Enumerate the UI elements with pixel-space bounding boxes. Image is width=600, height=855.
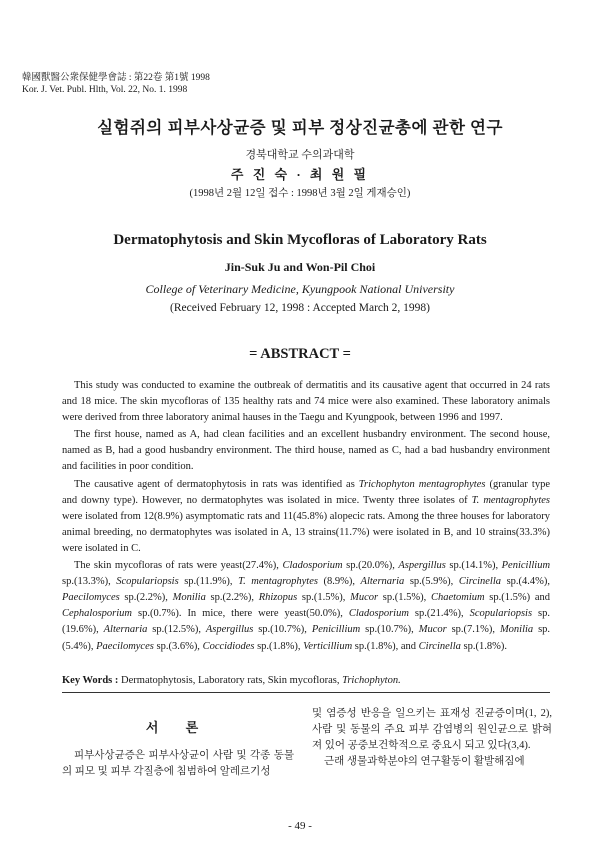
english-received-date: (Received February 12, 1998 : Accepted March 2, 1998) [170, 302, 430, 314]
genus-name: Circinella [458, 576, 502, 588]
genus-name: Cladosporium [348, 608, 409, 620]
species-name: Trichophyton mentagrophytes [358, 478, 486, 490]
text-run: The causative agent of dermatophytosis in rats was identified as [74, 478, 359, 490]
genus-name: Aspergillus [398, 560, 446, 572]
genus-name: Scopulariopsis [116, 576, 179, 588]
genus-name: Rhizopus [258, 592, 298, 604]
genus-name: Cephalosporium [62, 608, 133, 620]
text-run: sp.(4.4%), [501, 576, 551, 588]
text-run: sp.(21.4%), [408, 608, 470, 620]
genus-name: Aspergillus [205, 624, 254, 636]
genus-name: Coccidiodes [202, 640, 255, 652]
genus-name: Alternaria [360, 576, 405, 588]
journal-citation-korean: 韓國獸醫公衆保健學會誌 : 第22卷 第1號 1998 [22, 73, 210, 83]
introduction-heading: 서 론 [145, 720, 211, 735]
left-column [62, 706, 294, 780]
text-run: sp.(5.9%), [404, 576, 459, 588]
abstract-paragraph-1: This study was conducted to examine the outbreak of dermatitis and its causative agent that occurred in 24 rats and 18 mice. The skin mycofloras of 135 healthy rats and 74 mice were also examined. These laboratory animals were derived from three laboratory animal hauses in the Taegu and Kyungpook, between 1996 and 1997. [62, 380, 550, 424]
text-run: sp.(1.8%), and [352, 640, 419, 652]
journal-citation [22, 72, 210, 96]
abstract-paragraph-4 [62, 558, 550, 655]
text-run: sp.(0.7%). In mice, there were yeast(50.0%), [132, 608, 349, 620]
keywords-text: Dermatophytosis, Laboratory rats, Skin mycofloras, [118, 675, 343, 686]
text-run: sp.(7.1%), [446, 624, 500, 636]
text-run: sp.(1.5%), [297, 592, 351, 604]
keywords-italic: Trichophyton. [342, 675, 401, 686]
text-run: sp.(2.2%), [119, 592, 173, 604]
keywords-label: Key Words : [62, 675, 119, 686]
text-run: The skin mycofloras of rats were yeast(27.4%), [74, 560, 283, 572]
text-run: (8.9%), [317, 576, 361, 588]
genus-name: Paecilomyces [62, 592, 120, 604]
text-run: sp.(1.8%), [254, 640, 304, 652]
english-affiliation: College of Veterinary Medicine, Kyungpook National University [145, 282, 455, 296]
text-run: sp.(1.5%), [378, 592, 431, 604]
text-run: sp.(1.8%). [460, 640, 507, 652]
genus-name: Circinella [418, 640, 461, 652]
text-run: sp.(2.2%), [205, 592, 259, 604]
abstract-paragraph-2: The first house, named as A, had clean facilities and an excellent husbandry environment. The second house, named as B, had a good husbandry environment. The third house, named as C, had a bad husbandry environment and facilities in poor condition. [62, 429, 550, 473]
text-run: sp.(12.5%), [147, 624, 206, 636]
text-run: sp.(10.7%), [360, 624, 419, 636]
korean-title: 실험쥐의 피부사상균증 및 피부 정상진균총에 관한 연구 [97, 118, 503, 137]
abstract-body [62, 378, 550, 656]
text-run: sp.(20.0%), [342, 560, 399, 572]
text-run: (granular type and downy type). However, no dermatophytes was isolated in mice. Twenty three isolates of [62, 478, 550, 506]
text-run: sp.(5.4%), [62, 624, 551, 652]
genus-name: Mucor [418, 624, 447, 636]
genus-name: T. mentagrophytes [238, 576, 318, 588]
genus-name: Mucor [350, 592, 379, 604]
keywords [62, 675, 550, 686]
genus-name: Chaetomium [430, 592, 485, 604]
right-column [312, 706, 552, 770]
korean-received-date: (1998년 2월 12일 접수 : 1998년 3월 2일 게재승인) [189, 188, 411, 199]
genus-name: Alternaria [103, 624, 148, 636]
english-title: Dermatophytosis and Skin Mycofloras of Laboratory Rats [113, 232, 487, 248]
genus-name: Penicillium [501, 560, 551, 572]
introduction-paragraph-continued: 및 염증성 반응을 일으키는 표재성 진균증이며(1, 2), 사람 및 동물의 주요 피부 감염병의 원인균으로 밝혀져 있어 공중보건학적으로 중요시 되고 있다(3,4). [312, 708, 552, 751]
text-run: sp.(3.6%), [153, 640, 203, 652]
korean-affiliation: 경북대학교 수의과대학 [245, 149, 355, 161]
genus-name: Monilia [499, 624, 534, 636]
text-run: were isolated from 12(8.9%) asymptomatic rats and 11(45.8%) alopecic rats. Among the three houses for laboratory animal breeding, no dermatophytes was isolated in A, 13 strains(11.7%) were isolated in B, and 10 strains(33.3%) were isolated in C. [62, 510, 550, 554]
journal-citation-english: Kor. J. Vet. Publ. Hlth, Vol. 22, No. 1. 1998 [22, 85, 188, 95]
korean-authors: 주 진 숙 · 최 원 필 [230, 167, 370, 182]
abstract-paragraph-3 [62, 477, 550, 557]
genus-name: Penicillium [311, 624, 361, 636]
section-divider [62, 692, 550, 693]
introduction-paragraph-start: 피부사상균증은 피부사상균이 사람 및 각종 동물의 피모 및 피부 각질층에 침범하여 알레르기성 [62, 750, 294, 777]
genus-name: Scopulariopsis [469, 608, 533, 620]
text-run: sp.(13.3%), [62, 576, 117, 588]
text-run: sp.(1.5%) and [484, 592, 550, 604]
genus-name: Verticillium [303, 640, 353, 652]
english-authors: Jin-Suk Ju and Won-Pil Choi [224, 260, 376, 274]
genus-name: Monilia [172, 592, 206, 604]
text-run: sp.(10.7%), [253, 624, 312, 636]
genus-name: Cladosporium [282, 560, 343, 572]
text-run: sp.(11.9%), [178, 576, 239, 588]
introduction-paragraph-next: 근래 생물과학분야의 연구활동이 활발해짐에 [324, 756, 525, 767]
species-name: T. mentagrophytes [471, 494, 550, 506]
genus-name: Paecilomyces [96, 640, 154, 652]
text-run: sp.(14.1%), [445, 560, 502, 572]
text-run: sp. (19.6%), [62, 608, 550, 636]
page-number: - 49 - [288, 820, 312, 832]
abstract-heading: = ABSTRACT = [249, 346, 351, 362]
